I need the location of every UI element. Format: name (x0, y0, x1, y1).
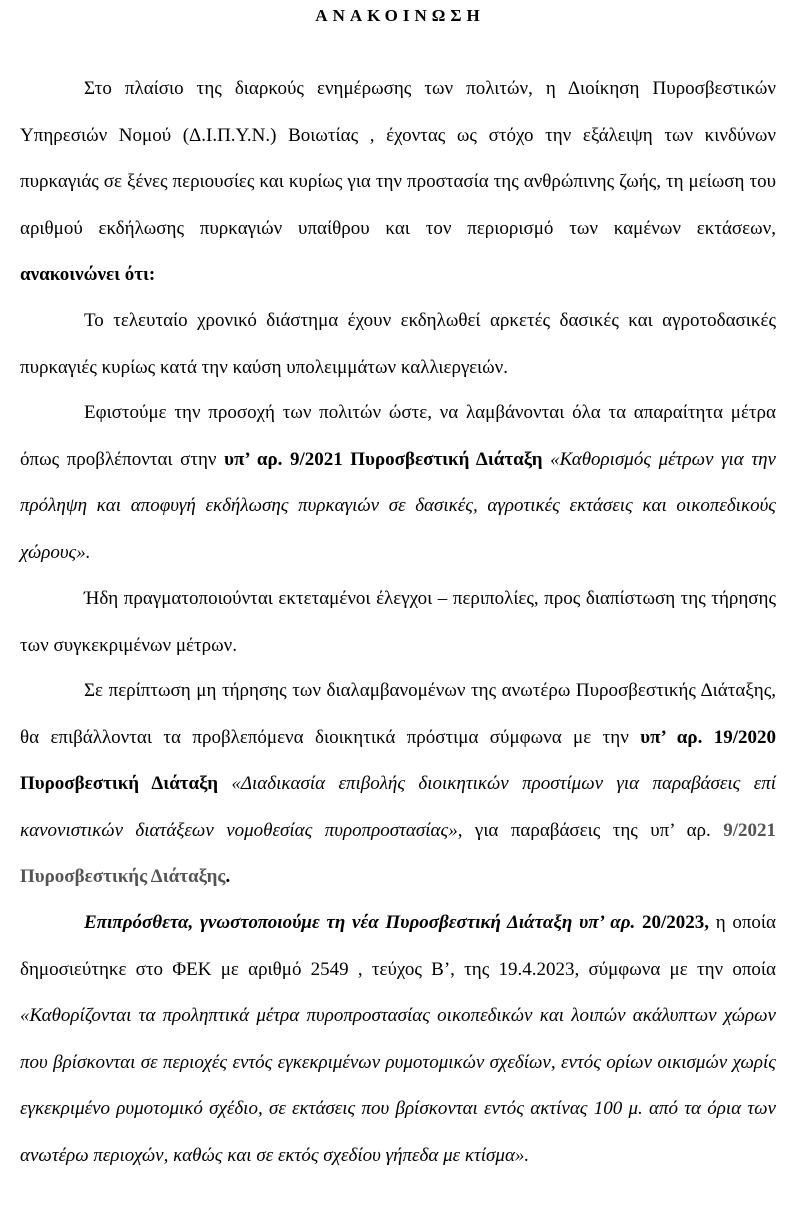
fire-ordinance-20-2023: 20/2023, (642, 912, 710, 933)
recent-fires-text: Το τελευταίο χρονικό διάστημα έχουν εκδηλωθεί αρκετές δασικές και αγροτοδασικές πυρκαγιές κυρίως κατά την καύση υπολειμμάτων καλλιεργειών. (20, 310, 776, 378)
new-ordinance-lead: Επιπρόσθετα, γνωστοποιούμε τη νέα Πυροσβεστική Διάταξη υπ’ αρ. (84, 912, 636, 933)
intro-text: Στο πλαίσιο της διαρκούς ενημέρωσης των πολιτών, η Διοίκηση Πυροσβεστικών Υπηρεσιών Νομού (Δ.Ι.Π.Υ.Ν.) Βοιωτίας , έχοντας ως στόχο την εξάλειψη των κινδύνων πυρκαγιάς σε ξένες περιουσίες και κυρίως για την προστασία της ανθρώπινης ζωής, τη μείωση του αριθμού εκδήλωσης πυρκαγιών υπαίθρου και τον περιορισμό των καμένων εκτάσεων, (20, 78, 776, 239)
penalties-text: Σε περίπτωση μη τήρησης των διαλαμβανομένων της ανωτέρω Πυροσβεστικής Διάταξης, θα επιβάλλονται τα προβλεπόμενα διοικητικά πρόστιμα σύμφωνα με την (20, 680, 776, 748)
ordinance-9-2021-title: «Καθορισμός μέτρων για την πρόληψη και αποφυγή εκδήλωσης πυρκαγιών σε δασικές, αγροτικές εκτάσεις και οικοπεδικούς χώρους». (20, 448, 776, 563)
paragraph-precautions (20, 390, 776, 576)
inspections-text: Ήδη πραγματοποιούνται εκτεταμένοι έλεγχοι – περιπολίες, προς διαπίστωση της τήρησης των συγκεκριμένων μέτρων. (20, 588, 776, 656)
ordinance-19-2020-title: «Διαδικασία επιβολής διοικητικών προστίμων για παραβάσεις επί κανονιστικών διατάξεων νομοθεσίας πυροπροστασίας» (20, 773, 777, 841)
penalties-end: . (225, 866, 231, 887)
paragraph-penalties (20, 668, 776, 901)
penalties-text-continued: , για παραβάσεις της υπ’ αρ. (457, 819, 711, 841)
paragraph-inspections (20, 576, 776, 669)
precautions-text: Εφιστούμε την προσοχή των πολιτών ώστε, να λαμβάνονται όλα τα απαραίτητα μέτρα όπως προβλέπονται στην (20, 402, 776, 470)
document-title: ΑΝΑΚΟΙΝΩΣΗ (315, 6, 485, 25)
paragraph-recent-fires (20, 298, 776, 391)
paragraph-intro (20, 66, 776, 299)
ordinance-20-2023-title: «Καθορίζονται τα προληπτικά μέτρα πυροπροστασίας οικοπεδικών και λοιπών ακάλυπτων χώρων που βρίσκονται σε περιοχές εντός εγκεκριμένων ρυμοτομικών σχεδίων, εντός ορίων οικισμών χωρίς εγκεκριμένο ρυμοτομικό σχέδιο, σε εκτάσεις που βρίσκονται εντός ακτίνας 100 μ. από τα όρια των ανωτέρω περιοχών, καθώς και σε εκτός σχεδίου γήπεδα με κτίσμα». (20, 1005, 776, 1166)
fire-ordinance-9-2021: υπ’ αρ. 9/2021 Πυροσβεστική Διάταξη (224, 448, 543, 470)
paragraph-new-ordinance (20, 900, 776, 1179)
fire-ordinance-19-2020: υπ’ αρ. 19/2020 Πυροσβεστική Διάταξη (20, 726, 776, 794)
ordinance-9-2021-reference: 9/2021 Πυροσβεστικής Διάταξης (20, 819, 777, 887)
new-ordinance-text: η οποία δημοσιεύτηκε στο ΦΕΚ με αριθμό 2549 , τεύχος Β’, της 19.4.2023, σύμφωνα με την οποία (20, 912, 776, 980)
announces-that: ανακοινώνει ότι: (20, 264, 156, 285)
